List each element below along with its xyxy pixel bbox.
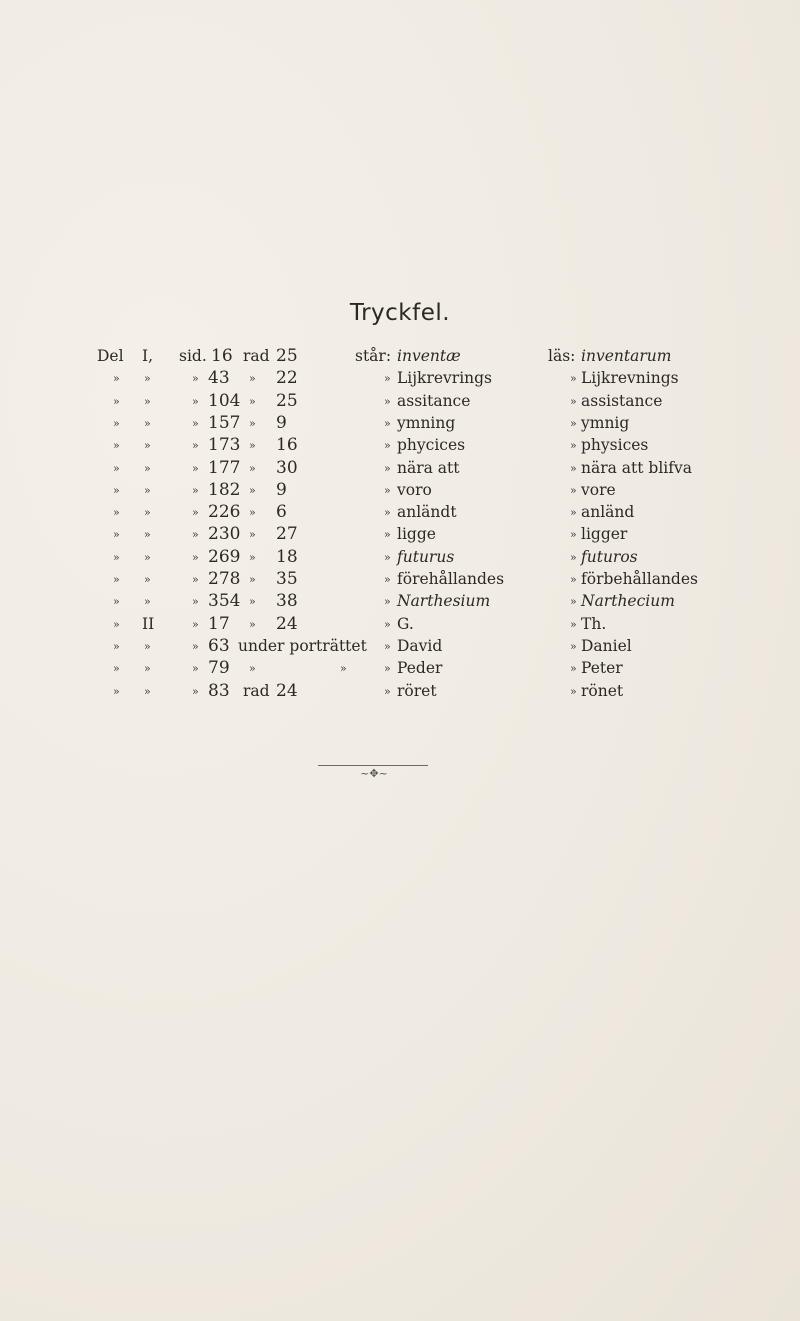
col-las: » <box>570 506 577 520</box>
errata-row <box>0 659 800 681</box>
col-las: » <box>570 461 577 475</box>
errata-row <box>0 347 800 369</box>
col-star: » <box>384 372 391 386</box>
col-part: » <box>144 639 151 653</box>
col-rad: » <box>249 662 256 676</box>
col-wrong: ymning <box>397 413 456 432</box>
col-line: 35 <box>276 569 298 589</box>
page-title: Tryckfel. <box>349 300 451 326</box>
col-star: » <box>384 684 391 698</box>
col-part: II <box>142 614 155 633</box>
col-part: » <box>144 394 151 408</box>
col-part: » <box>144 483 151 497</box>
col-star: » <box>384 662 391 676</box>
col-wrong: Peder <box>397 659 443 678</box>
col-sid: » <box>192 684 199 698</box>
col-del: » <box>113 662 120 676</box>
col-page: 16 <box>211 346 233 366</box>
col-wrong: phycices <box>397 436 466 455</box>
col-del: » <box>113 394 120 408</box>
col-page: 278 <box>208 569 241 589</box>
col-right: ligger <box>581 525 628 544</box>
errata-row <box>0 548 800 570</box>
col-line: 24 <box>276 613 298 634</box>
errata-row <box>0 525 800 547</box>
col-las: » <box>570 394 577 408</box>
closing-rule <box>318 765 428 766</box>
col-sid: » <box>192 528 199 542</box>
col-rad: » <box>249 506 256 520</box>
col-right: Narthecium <box>581 592 675 611</box>
col-sid: » <box>192 639 199 653</box>
col-wrong: förehållandes <box>397 570 505 588</box>
col-las: » <box>570 573 577 586</box>
col-star: » <box>384 461 391 475</box>
col-rad: » <box>249 528 256 542</box>
col-rad: » <box>249 617 256 631</box>
col-line: 16 <box>276 435 298 456</box>
col-line: 25 <box>276 346 298 366</box>
col-right: Th. <box>581 614 607 633</box>
col-part: » <box>144 684 151 698</box>
col-page: 173 <box>208 435 241 456</box>
col-star: » <box>384 528 391 542</box>
col-line: 18 <box>276 546 298 567</box>
errata-row <box>0 481 800 503</box>
col-page: 17 <box>208 613 230 634</box>
col-right: anländ <box>581 503 635 522</box>
col-right: futuros <box>581 547 638 566</box>
col-right: Peter <box>581 659 623 678</box>
col-line: 24 <box>276 680 298 701</box>
col-star: » <box>384 639 391 653</box>
col-wrong: Narthesium <box>397 592 491 611</box>
col-page: 79 <box>208 658 230 679</box>
col-page: 43 <box>208 368 230 389</box>
col-right: förbehållandes <box>581 570 698 588</box>
col-star: » <box>384 573 391 586</box>
col-las: » <box>570 550 577 564</box>
col-del: » <box>113 483 120 497</box>
col-right: Lijkrevnings <box>581 369 679 388</box>
col-right: physices <box>581 436 649 455</box>
col-las: » <box>570 528 577 542</box>
col-part: » <box>144 550 151 564</box>
col-line: 27 <box>276 524 298 545</box>
errata-row <box>0 459 800 481</box>
col-wrong: voro <box>397 480 432 499</box>
col-rad: » <box>249 550 256 564</box>
col-star: » <box>384 439 391 453</box>
col-part: » <box>144 439 151 453</box>
col-right: nära att blifva <box>581 458 692 477</box>
col-wrong: anländt <box>397 503 457 522</box>
col-wrong: futurus <box>397 547 455 566</box>
closing-ornament: ~✥~ <box>360 767 388 780</box>
col-right: vore <box>581 480 616 499</box>
col-page: 177 <box>208 457 241 478</box>
col-line: » <box>340 662 347 676</box>
errata-row <box>0 615 800 637</box>
col-part: I, <box>142 347 154 365</box>
col-page: 182 <box>208 479 241 500</box>
col-star: » <box>384 550 391 564</box>
col-wrong: ligge <box>397 525 436 544</box>
col-page: 157 <box>208 412 241 433</box>
col-rad: » <box>249 483 256 497</box>
col-del: » <box>113 617 120 631</box>
col-wrong: assitance <box>397 391 471 410</box>
col-part: » <box>144 573 151 586</box>
col-sid: » <box>192 573 199 586</box>
col-right: assistance <box>581 391 663 410</box>
col-del: » <box>113 573 120 586</box>
col-star: » <box>384 617 391 631</box>
col-rad: » <box>249 372 256 386</box>
col-las: » <box>570 372 577 386</box>
col-line: 6 <box>276 502 287 523</box>
col-star: » <box>384 394 391 408</box>
col-rad: » <box>249 416 256 430</box>
col-line: 22 <box>276 368 298 389</box>
col-rad: » <box>249 439 256 453</box>
col-del: » <box>113 416 120 430</box>
errata-row <box>0 592 800 614</box>
col-right: inventarum <box>581 347 672 365</box>
col-line: 9 <box>276 479 287 500</box>
col-sid: sid. <box>179 347 207 365</box>
errata-row <box>0 414 800 436</box>
col-las: » <box>570 662 577 676</box>
col-page: 63 <box>208 635 230 656</box>
col-del: » <box>113 639 120 653</box>
col-line: 25 <box>276 390 298 411</box>
col-rad: » <box>249 461 256 475</box>
col-sid: » <box>192 617 199 631</box>
col-wrong: G. <box>397 614 414 633</box>
col-wrong: David <box>397 636 443 655</box>
col-star: » <box>384 416 391 430</box>
errata-row <box>0 392 800 414</box>
col-sid: » <box>192 439 199 453</box>
errata-row <box>0 570 800 592</box>
col-wrong: inventæ <box>397 347 461 365</box>
col-sid: » <box>192 595 199 609</box>
col-las: » <box>570 483 577 497</box>
col-part: » <box>144 372 151 386</box>
col-page: 104 <box>208 390 241 411</box>
col-page: 226 <box>208 502 241 523</box>
col-las: » <box>570 416 577 430</box>
col-star: » <box>384 483 391 497</box>
errata-row <box>0 436 800 458</box>
col-las: läs: <box>548 347 576 365</box>
col-page: 269 <box>208 546 241 567</box>
errata-row <box>0 369 800 391</box>
col-sid: » <box>192 662 199 676</box>
errata-row <box>0 682 800 704</box>
col-del: » <box>113 461 120 475</box>
col-right: Daniel <box>581 636 632 655</box>
col-las: » <box>570 595 577 609</box>
col-part: » <box>144 416 151 430</box>
col-wrong: röret <box>397 681 437 700</box>
col-las: » <box>570 684 577 698</box>
col-right: ymnig <box>581 413 630 432</box>
col-line: 30 <box>276 457 298 478</box>
errata-row <box>0 637 800 659</box>
col-rad: rad <box>243 681 270 700</box>
col-del: » <box>113 550 120 564</box>
col-part: » <box>144 528 151 542</box>
col-page: 354 <box>208 591 241 612</box>
col-sid: » <box>192 461 199 475</box>
col-page: 83 <box>208 680 230 701</box>
col-line: 38 <box>276 591 298 612</box>
col-rad: » <box>249 595 256 609</box>
col-wrong: nära att <box>397 458 460 477</box>
col-part: » <box>144 461 151 475</box>
col-del: » <box>113 506 120 520</box>
col-part: » <box>144 506 151 520</box>
col-del: » <box>113 684 120 698</box>
col-star: står: <box>355 347 392 365</box>
col-sid: » <box>192 416 199 430</box>
col-rad: under porträttet <box>238 636 367 655</box>
col-page: 230 <box>208 524 241 545</box>
col-right: rönet <box>581 681 624 700</box>
col-sid: » <box>192 550 199 564</box>
col-star: » <box>384 595 391 609</box>
col-sid: » <box>192 372 199 386</box>
col-sid: » <box>192 483 199 497</box>
col-del: Del <box>97 347 124 365</box>
col-rad: » <box>249 394 256 408</box>
col-del: » <box>113 528 120 542</box>
col-sid: » <box>192 506 199 520</box>
col-las: » <box>570 617 577 631</box>
col-las: » <box>570 639 577 653</box>
col-rad: rad <box>243 347 270 365</box>
col-las: » <box>570 439 577 453</box>
col-del: » <box>113 595 120 609</box>
errata-row <box>0 503 800 525</box>
col-rad: » <box>249 573 256 586</box>
col-sid: » <box>192 394 199 408</box>
col-part: » <box>144 595 151 609</box>
col-wrong: Lijkrevrings <box>397 369 493 388</box>
col-line: 9 <box>276 412 287 433</box>
col-star: » <box>384 506 391 520</box>
col-part: » <box>144 662 151 676</box>
col-del: » <box>113 439 120 453</box>
col-del: » <box>113 372 120 386</box>
